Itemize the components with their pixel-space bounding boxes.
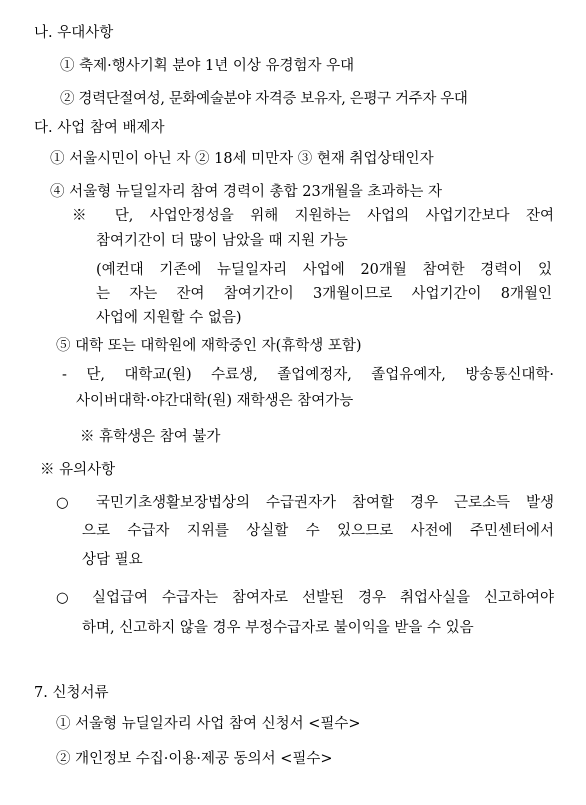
example-line-2: 는 자는 잔여 참여기간이 3개월이므로 사업기간이 8개월인 — [96, 286, 552, 302]
item5-detail-line-1: - 단, 대학교(원) 수료생, 졸업예정자, 졸업유예자, 방송통신대학· — [62, 367, 554, 383]
item5-detail-line-2: 사이버대학·야간대학(원) 재학생은 참여가능 — [76, 393, 354, 409]
document-item-2: ② 개인정보 수집·이용·제공 동의서 <필수> — [56, 751, 333, 767]
caution-2-line-1: ○ 실업급여 수급자는 참여자로 선발된 경우 취업사실을 신고하여야 — [56, 590, 554, 606]
caution-1-line-3: 상담 필요 — [82, 552, 143, 568]
heading-exclusions: 다. 사업 참여 배제자 — [34, 120, 165, 136]
heading-application-documents: 7. 신청서류 — [34, 685, 109, 701]
preference-item-1: ① 축제·행사기획 분야 1년 이상 유경험자 우대 — [60, 58, 355, 74]
preference-item-2: ② 경력단절여성, 문화예술분야 자격증 보유자, 은평구 거주자 우대 — [60, 91, 468, 107]
exclusion-item-5: ⑤ 대학 또는 대학원에 재학중인 자(휴학생 포함) — [56, 338, 362, 354]
item5-note: ※ 휴학생은 참여 불가 — [80, 429, 221, 445]
heading-cautions: ※ 유의사항 — [40, 462, 116, 478]
document-item-1: ① 서울형 뉴딜일자리 사업 참여 신청서 <필수> — [56, 716, 361, 732]
example-line-1: (예컨대 기존에 뉴딜일자리 사업에 20개월 참여한 경력이 있 — [96, 262, 552, 278]
heading-preferences: 나. 우대사항 — [34, 25, 114, 41]
example-line-3: 사업에 지원할 수 없음) — [96, 310, 242, 326]
exclusion-item-4: ④ 서울형 뉴딜일자리 참여 경력이 총합 23개월을 초과하는 자 — [50, 184, 442, 200]
caution-1-line-1: ○ 국민기초생활보장법상의 수급권자가 참여할 경우 근로소득 발생 — [56, 495, 554, 511]
caution-2-line-2: 하며, 신고하지 않을 경우 부정수급자로 불이익을 받을 수 있음 — [82, 620, 474, 636]
caution-1-line-2: 으로 수급자 지위를 상실할 수 있으므로 사전에 주민센터에서 — [82, 523, 554, 539]
exclusion-note-line-1: ※ 단, 사업안정성을 위해 지원하는 사업의 사업기간보다 잔여 — [72, 208, 554, 224]
exclusion-items-1-3: ① 서울시민이 아닌 자 ② 18세 미만자 ③ 현재 취업상태인자 — [50, 151, 434, 167]
exclusion-note-line-2: 참여기간이 더 많이 남았을 때 지원 가능 — [96, 233, 348, 249]
